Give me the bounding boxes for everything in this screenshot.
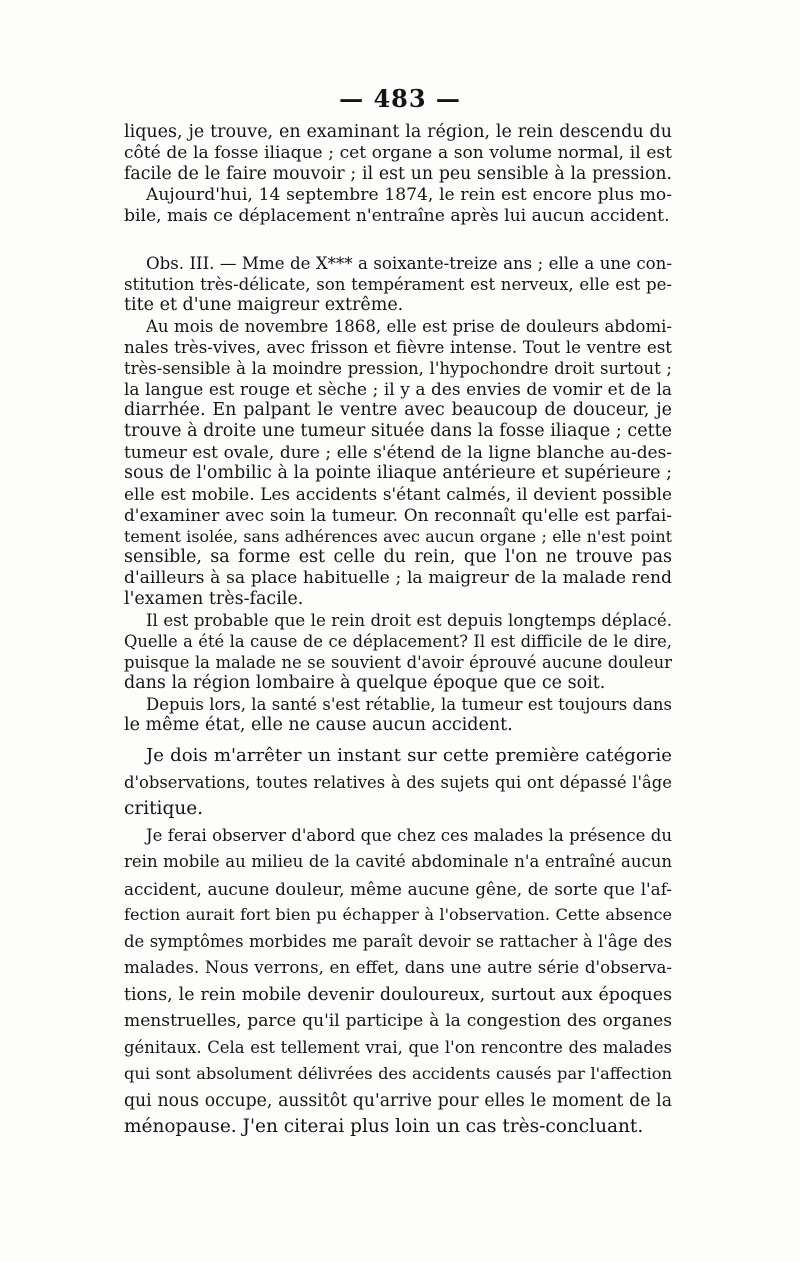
- observation-text-line: sensible, sa forme est celle du rein, que l'on ne trouve pas: [124, 547, 672, 567]
- page-number: — 483 —: [339, 84, 461, 113]
- commentary-text-line: qui nous occupe, aussitôt qu'arrive pour elles le moment de la: [124, 1090, 672, 1111]
- observation-text-line: Depuis lors, la santé s'est rétablie, la tumeur est toujours dans: [146, 695, 672, 714]
- observation-text-line: d'examiner avec soin la tumeur. On reconnaît qu'elle est parfai-: [124, 505, 672, 525]
- commentary-text-line: Je ferai observer d'abord que chez ces malades la présence du: [146, 825, 672, 845]
- observation-text-line: tumeur est ovale, dure ; elle s'étend de la ligne blanche au-des-: [124, 442, 672, 462]
- commentary-text-line: fection aurait fort bien pu échapper à l'observation. Cette absence: [124, 905, 672, 924]
- commentary-text-line: critique.: [124, 798, 204, 819]
- observation-text-line: bile, mais ce déplacement n'entraîne après lui aucun accident.: [124, 206, 670, 226]
- observation-text-line: d'ailleurs à sa place habituelle ; la maigreur de la malade rend: [124, 568, 672, 588]
- commentary-text-line: menstruelles, parce qu'il participe à la congestion des organes: [124, 1011, 672, 1031]
- observation-text-line: le même état, elle ne cause aucun accident.: [124, 715, 513, 735]
- observation-text-line: stitution très-délicate, son tempérament est nerveux, elle est pe-: [124, 275, 672, 294]
- observation-text-line: facile de le faire mouvoir ; il est un peu sensible à la pression.: [124, 164, 672, 184]
- observation-text-line: puisque la malade ne se souvient d'avoir éprouvé aucune douleur: [124, 653, 672, 672]
- observation-text-line: elle est mobile. Les accidents s'étant calmés, il devient possible: [124, 484, 672, 504]
- observation-text-line: côté de la fosse iliaque ; cet organe a son volume normal, il est: [124, 143, 672, 163]
- observation-text-line: Obs. III. — Mme de X*** a soixante-treize ans ; elle a une con-: [146, 254, 672, 273]
- commentary-text-line: accident, aucune douleur, même aucune gêne, de sorte que l'af-: [124, 878, 672, 899]
- observation-text-line: Quelle a été la cause de ce déplacement? Il est difficile de le dire,: [124, 632, 672, 651]
- observation-text-line: très-sensible à la moindre pression, l'hypochondre droit surtout ;: [124, 359, 672, 378]
- observation-text-line: tite et d'une maigreur extrême.: [124, 295, 404, 315]
- commentary-text-line: ménopause. J'en citerai plus loin un cas très-concluant.: [124, 1116, 644, 1137]
- observation-section: [124, 122, 672, 736]
- observation-text-line: Au mois de novembre 1868, elle est prise de douleurs abdomi-: [146, 317, 672, 336]
- commentary-text-line: qui sont absolument délivrées des accidents causés par l'affection: [124, 1064, 672, 1083]
- commentary-text-line: de symptômes morbides me paraît devoir se rattacher à l'âge des: [124, 931, 672, 951]
- commentary-text-line: Je dois m'arrêter un instant sur cette première catégorie: [146, 745, 672, 766]
- observation-text-line: diarrhée. En palpant le ventre avec beaucoup de douceur, je: [124, 400, 672, 420]
- commentary-text-line: rein mobile au milieu de la cavité abdominale n'a entraîné aucun: [124, 852, 672, 871]
- observation-text-line: la langue est rouge et sèche ; il y a des envies de vomir et de la: [124, 379, 672, 399]
- observation-text-line: nales très-vives, avec frisson et fièvre intense. Tout le ventre est: [124, 337, 672, 357]
- observation-text-line: Il est probable que le rein droit est depuis longtemps déplacé.: [146, 611, 672, 630]
- observation-text-line: l'examen très-facile.: [124, 589, 304, 609]
- observation-text-line: liques, je trouve, en examinant la région, le rein descendu du: [124, 122, 672, 142]
- paragraph-spacer: [124, 227, 672, 253]
- observation-text-line: dans la région lombaire à quelque époque que ce soit.: [124, 673, 606, 693]
- observation-text-line: tement isolée, sans adhérences avec aucun organe ; elle n'est point: [124, 527, 672, 546]
- commentary-text-line: tions, le rein mobile devenir douloureux, surtout aux époques: [124, 984, 672, 1005]
- observation-text-line: sous de l'ombilic à la pointe iliaque antérieure et supérieure ;: [124, 463, 672, 483]
- commentary-section: [124, 743, 672, 1141]
- observation-text-line: Aujourd'hui, 14 septembre 1874, le rein est encore plus mo-: [146, 185, 672, 205]
- commentary-text-line: malades. Nous verrons, en effet, dans une autre série d'observa-: [124, 958, 672, 977]
- observation-text-line: trouve à droite une tumeur située dans la fosse iliaque ; cette: [124, 421, 672, 441]
- commentary-text-line: d'observations, toutes relatives à des sujets qui ont dépassé l'âge: [124, 772, 672, 792]
- commentary-text-line: génitaux. Cela est tellement vrai, que l'on rencontre des malades: [124, 1037, 672, 1057]
